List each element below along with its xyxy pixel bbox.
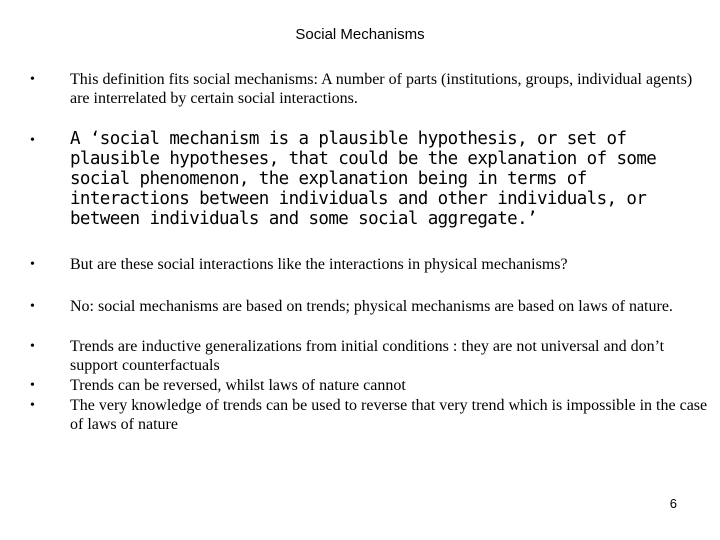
- slide-title: Social Mechanisms: [295, 26, 425, 43]
- bullet-text-reversed: Trends can be reversed, whilst laws of nature cannot: [70, 377, 406, 394]
- bullet-marker: •: [30, 72, 35, 87]
- bullet-text-quote: A ‘social mechanism is a plausible hypothesis, or set of plausible hypotheses, that could be the explanation of some social phenomenon, the explanation being in terms of interactions between individuals and other individuals, or between individuals and some social aggregate.’: [70, 129, 657, 229]
- bullet-text-knowledge: The very knowledge of trends can be used to reverse that very trend which is impossible in the case of laws of nature: [70, 397, 708, 433]
- bullet-text-question: But are these social interactions like the interactions in physical mechanisms?: [70, 256, 568, 273]
- bullet-text-inductive: Trends are inductive generalizations from initial conditions : they are not universal and don’t support counterfactuals: [70, 338, 665, 374]
- bullet-marker: •: [30, 299, 35, 314]
- bullet-marker: •: [30, 133, 35, 148]
- bullet-marker: •: [30, 257, 35, 272]
- bullet-marker: •: [30, 398, 35, 413]
- page-number: 6: [669, 496, 677, 511]
- bullet-marker: •: [30, 378, 35, 393]
- bullet-text-trends-laws: No: social mechanisms are based on trends; physical mechanisms are based on laws of nature.: [70, 298, 673, 315]
- bullet-text-definition: This definition fits social mechanisms: A number of parts (institutions, groups, individual agents) are interrelated by certain social interactions.: [70, 71, 693, 107]
- bullet-marker: •: [30, 339, 35, 354]
